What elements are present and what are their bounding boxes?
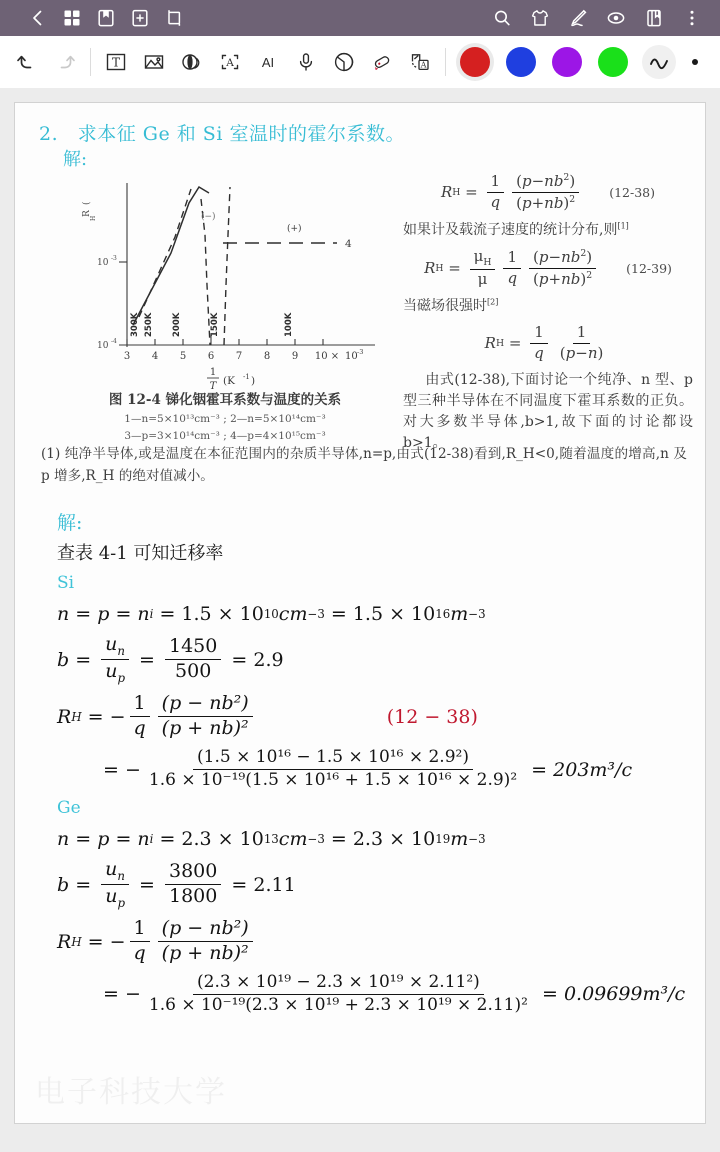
element-label-ge: Ge <box>57 797 81 818</box>
si-result-den: 1.6 × 10⁻¹⁹(1.5 × 10¹⁶ + 1.5 × 10¹⁶ × 2.9)² <box>148 770 518 791</box>
figure-12-4 <box>75 165 375 405</box>
tools-group <box>97 42 439 82</box>
si-rh-one: 1 <box>130 694 150 717</box>
element-label-si: Si <box>57 573 75 593</box>
ge-result-value: 0.09699m³/c <box>563 983 686 1006</box>
shirt-icon[interactable] <box>528 6 552 30</box>
swatch-blue[interactable] <box>506 47 536 77</box>
ge-n-unit2-exp: −3 <box>468 831 486 846</box>
scan-solve-label: 解: <box>63 149 88 170</box>
document-page <box>14 102 706 1124</box>
ge-carrier-density-line: n = p = n i = 2.3 × 10 13 cm −3 = 2.3 × 10 19 m −3 <box>57 827 486 850</box>
translate-icon[interactable] <box>401 42 439 82</box>
svg-text:1: 1 <box>209 367 217 378</box>
color-group <box>452 45 712 79</box>
grid-view-icon[interactable] <box>60 6 84 30</box>
figure-caption-line2: 3—p=3×10¹⁴cm⁻³ ; 4—p=4×10¹⁵cm⁻³ <box>124 430 326 442</box>
si-n-exp1: 10 <box>263 607 279 621</box>
svg-text:10: 10 <box>97 258 109 268</box>
ge-rh-den: (p + nb)² <box>161 942 249 965</box>
si-n-base1: 10 <box>239 603 264 625</box>
ge-b-result: 2.11 <box>253 873 296 896</box>
si-b-den-val: 500 <box>175 660 212 683</box>
svg-text:A: A <box>420 60 427 70</box>
eye-icon[interactable] <box>604 6 628 30</box>
si-b-den-sub: p <box>117 670 125 685</box>
figure-caption <box>75 388 375 442</box>
ge-rh-one: 1 <box>130 919 150 942</box>
si-rh-formula-line: R H = − $\frac{1}{q}$ $\frac{\text{(p − nb²)}}{\text{(p + nb)²}}$ (12 − 38) <box>57 692 478 740</box>
ge-n-unit2: m <box>450 827 469 850</box>
svg-text:8: 8 <box>263 351 271 362</box>
scan-text-3: 由式(12-38),下面讨论一个纯净、n 型、p 型三种半导体在不同温度下霍耳系数的正负。对大多数半导体,b>1,故下面的讨论都设 b>1。 <box>403 371 693 451</box>
scan-text-2 <box>403 296 693 317</box>
svg-text:9: 9 <box>291 351 299 362</box>
document-scroll-area[interactable] <box>0 88 720 1152</box>
svg-text:6: 6 <box>207 351 215 362</box>
equation-tag-red: (12 − 38) <box>386 705 478 728</box>
figure-caption-line1: 1—n=5×10¹³cm⁻³ ; 2—n=5×10¹⁴cm⁻³ <box>124 413 326 425</box>
ge-result-den: 1.6 × 10⁻¹⁹(2.3 × 10¹⁹ + 2.3 × 10¹⁹ × 2.11)² <box>148 994 528 1015</box>
si-rh-num: (p − nb²) <box>158 694 253 717</box>
ge-b-num-sym: u <box>105 857 118 880</box>
solution-table-line: 查表 4-1 可知迁移率 <box>57 543 224 564</box>
svg-text:-1: -1 <box>243 373 250 381</box>
svg-text:A: A <box>226 57 234 70</box>
undo-icon[interactable] <box>8 42 46 82</box>
svg-text:150K: 150K <box>210 312 220 337</box>
svg-text:10: 10 <box>97 341 109 351</box>
scan-text-2-ref: [2] <box>487 297 499 307</box>
svg-text:(−): (−) <box>201 212 216 222</box>
scan-equation-12-39: R H = $\frac{\mu_H}{\mu}$ $\frac{1}{q}$ $\frac{(p-nb^2)}{(p+nb)^2}$ (12-39) <box>424 246 672 289</box>
svg-text:10: 10 <box>345 351 358 362</box>
si-result-num: (1.5 × 10¹⁶ − 1.5 × 10¹⁶ × 2.9²) <box>193 749 473 770</box>
search-icon[interactable] <box>490 6 514 30</box>
svg-text:T: T <box>111 55 121 70</box>
ge-n-exp2: 19 <box>435 831 451 846</box>
ai-icon[interactable] <box>249 42 287 82</box>
book-icon[interactable] <box>642 6 666 30</box>
si-rh-den: (p + nb)² <box>161 717 249 740</box>
svg-text:10 ×: 10 × <box>314 351 340 362</box>
swatch-green[interactable] <box>598 47 628 77</box>
top-app-bar <box>0 0 720 36</box>
equation-number-12-38: (12-38) <box>609 184 655 200</box>
si-n-lhs-sub: i <box>149 607 154 621</box>
page-watermark: 电子科技大学 <box>35 1075 227 1110</box>
svg-text:(+): (+) <box>287 224 302 234</box>
toolbar-divider-1 <box>90 48 91 76</box>
sticker-icon[interactable] <box>325 42 363 82</box>
svg-text:250K: 250K <box>144 312 154 337</box>
bookmark-icon[interactable] <box>94 6 118 30</box>
equation-number-12-39: (12-39) <box>626 260 672 276</box>
svg-text:300K: 300K <box>130 312 140 337</box>
scan-text-1-ref: [1] <box>617 220 629 230</box>
svg-text:T: T <box>209 381 217 392</box>
si-result-value: 203m³/c <box>553 758 633 781</box>
si-b-ratio-line: b = $\frac{u_n}{u_p}$ = $\frac{1450}{500}$ = 2.9 <box>57 633 284 685</box>
svg-text:): ) <box>251 375 256 387</box>
si-n-exp2: 16 <box>435 607 451 621</box>
ge-b-den-val: 1800 <box>169 885 218 908</box>
ge-n-exp1: 13 <box>263 831 279 846</box>
add-page-icon[interactable] <box>128 6 152 30</box>
si-n-unit2: m <box>450 603 469 625</box>
scan-text-2-body: 当磁场很强时 <box>403 298 487 314</box>
image-insert-icon[interactable] <box>135 42 173 82</box>
svg-text:7: 7 <box>235 351 243 362</box>
ge-n-lhs: n = p = n <box>57 827 150 850</box>
ge-b-symbol: b <box>57 873 70 896</box>
si-b-result: 2.9 <box>253 648 284 671</box>
si-n-val1: 1.5 <box>181 603 212 625</box>
si-n-val2: 1.5 <box>352 603 384 625</box>
toolbar-divider-2 <box>445 48 446 76</box>
si-rh-result-line: = − $\frac{\text{(1.5 × 10¹⁶ − 1.5 × 10¹⁶ × 2.9²)}}{\text{1.6 × 10⁻¹⁹(1.5 × 10¹⁶ + 1.5 × 10¹⁶ × 2.9)²}}$ = 203m³/c <box>103 747 633 791</box>
svg-text:R: R <box>82 210 92 217</box>
scan-equation-12-38: R H = $\frac{1}{q}$ $\frac{(p-nb^2)}{(p+nb)^2}$ (12-38) <box>440 172 655 212</box>
si-carrier-density-line: n = p = n i = 1.5 × 10 10 cm −3 = 1.5 × 10 16 m −3 <box>57 603 486 625</box>
si-b-num-val: 1450 <box>165 637 221 660</box>
si-rh-q: q <box>133 717 146 740</box>
ge-rh-q: q <box>133 942 146 965</box>
ge-n-base2: 10 <box>411 827 436 850</box>
svg-text:H: H <box>90 215 97 221</box>
back-chevron-icon[interactable] <box>26 6 50 30</box>
scan-paragraph-1: (1) 纯净半导体,或是温度在本征范围内的杂质半导体,n=p,由式(12-38)看到,R_H<0,随着温度的增高,n 及 p 增多,R_H 的绝对值减小。 <box>41 446 687 485</box>
question-number: 2. <box>39 123 59 145</box>
ge-b-den-sub: p <box>117 895 125 910</box>
ge-rh-num: (p − nb²) <box>158 919 253 942</box>
scan-equation-strong-field: R H = $\frac{1}{q}$ $\frac{1}{(p-n)}$ <box>484 323 604 362</box>
scan-text-1 <box>403 220 693 241</box>
svg-text:AI: AI <box>261 55 275 70</box>
svg-text:3: 3 <box>123 351 131 362</box>
history-group <box>0 42 84 82</box>
ge-n-base1: 10 <box>239 827 264 850</box>
crop-icon[interactable] <box>162 6 186 30</box>
ge-n-unit1: cm <box>278 827 308 850</box>
more-vertical-icon[interactable] <box>680 6 704 30</box>
ge-n-unit1-exp: −3 <box>307 831 325 846</box>
svg-text:100K: 100K <box>284 312 294 337</box>
annotation-toolbar <box>0 36 720 88</box>
topbar-right-actions <box>490 6 720 30</box>
microphone-icon[interactable] <box>287 42 325 82</box>
si-n-unit1-exp: −3 <box>307 607 325 621</box>
ge-rh-formula-line: R H = − $\frac{1}{q}$ $\frac{\text{(p − nb²)}}{\text{(p + nb)²}}$ <box>57 919 691 964</box>
ge-n-val2: 2.3 <box>352 827 384 850</box>
swatch-red[interactable] <box>460 47 490 77</box>
si-n-unit2-exp: −3 <box>468 607 486 621</box>
pen-write-icon[interactable] <box>566 6 590 30</box>
svg-text:4: 4 <box>345 238 352 250</box>
solution-label: 解: <box>57 512 83 534</box>
svg-text:-3: -3 <box>357 348 364 356</box>
scan-text-1-body: 如果计及载流子速度的统计分布,则 <box>403 221 618 238</box>
si-b-num-sym: u <box>105 633 118 655</box>
ge-b-num-val: 3800 <box>165 862 221 885</box>
svg-text:-4: -4 <box>111 338 117 345</box>
eraser-tag-icon[interactable] <box>363 42 401 82</box>
ge-b-den-sym: u <box>105 885 118 908</box>
ocr-select-icon[interactable] <box>211 42 249 82</box>
ge-n-val1: 2.3 <box>181 827 212 850</box>
ge-rh-result-line: = − $\frac{\text{(2.3 × 10¹⁹ − 2.3 × 10¹⁹ × 2.11²)}}{\text{1.6 × 10⁻¹⁹(2.3 × 10¹⁹ + 2.3 × 10¹⁹ × 2.11)²}}$ = 0.09699m³/c <box>103 972 686 1015</box>
ge-b-num-sub: n <box>117 868 125 883</box>
ink-solution-block <box>41 508 691 1021</box>
si-n-base2: 10 <box>411 603 436 625</box>
stroke-size-icon[interactable] <box>692 59 698 65</box>
redo-icon[interactable] <box>46 42 84 82</box>
si-n-unit1: cm <box>278 603 308 625</box>
si-b-den-sym: u <box>105 660 118 683</box>
svg-text:5: 5 <box>179 351 187 362</box>
svg-text:200K: 200K <box>172 312 182 337</box>
si-n-lhs: n = p = n <box>57 603 150 625</box>
si-b-num-sub: n <box>117 643 125 658</box>
figure-caption-main: 图 12-4 锑化铟霍耳系数与温度的关系 <box>108 392 342 408</box>
scan-right-column <box>403 165 693 454</box>
svg-text:-3: -3 <box>111 255 117 262</box>
swatch-purple[interactable] <box>552 47 582 77</box>
svg-text:(: ( <box>82 201 92 205</box>
page-title <box>39 119 405 146</box>
svg-text:4: 4 <box>151 351 159 362</box>
text-box-icon[interactable] <box>97 42 135 82</box>
ge-n-lhs-sub: i <box>149 831 154 846</box>
question-text: 求本征 Ge 和 Si 室温时的霍尔系数。 <box>77 123 405 145</box>
highlight-roll-icon[interactable] <box>173 42 211 82</box>
topbar-left-actions <box>0 6 186 30</box>
si-b-symbol: b <box>57 648 70 671</box>
ge-result-num: (2.3 × 10¹⁹ − 2.3 × 10¹⁹ × 2.11²) <box>193 974 484 995</box>
ge-b-ratio-line: b = $\frac{u_n}{u_p}$ = $\frac{3800}{1800}$ = 2.11 <box>57 857 296 910</box>
stroke-style-icon[interactable] <box>642 45 676 79</box>
svg-text:(K: (K <box>223 375 235 387</box>
